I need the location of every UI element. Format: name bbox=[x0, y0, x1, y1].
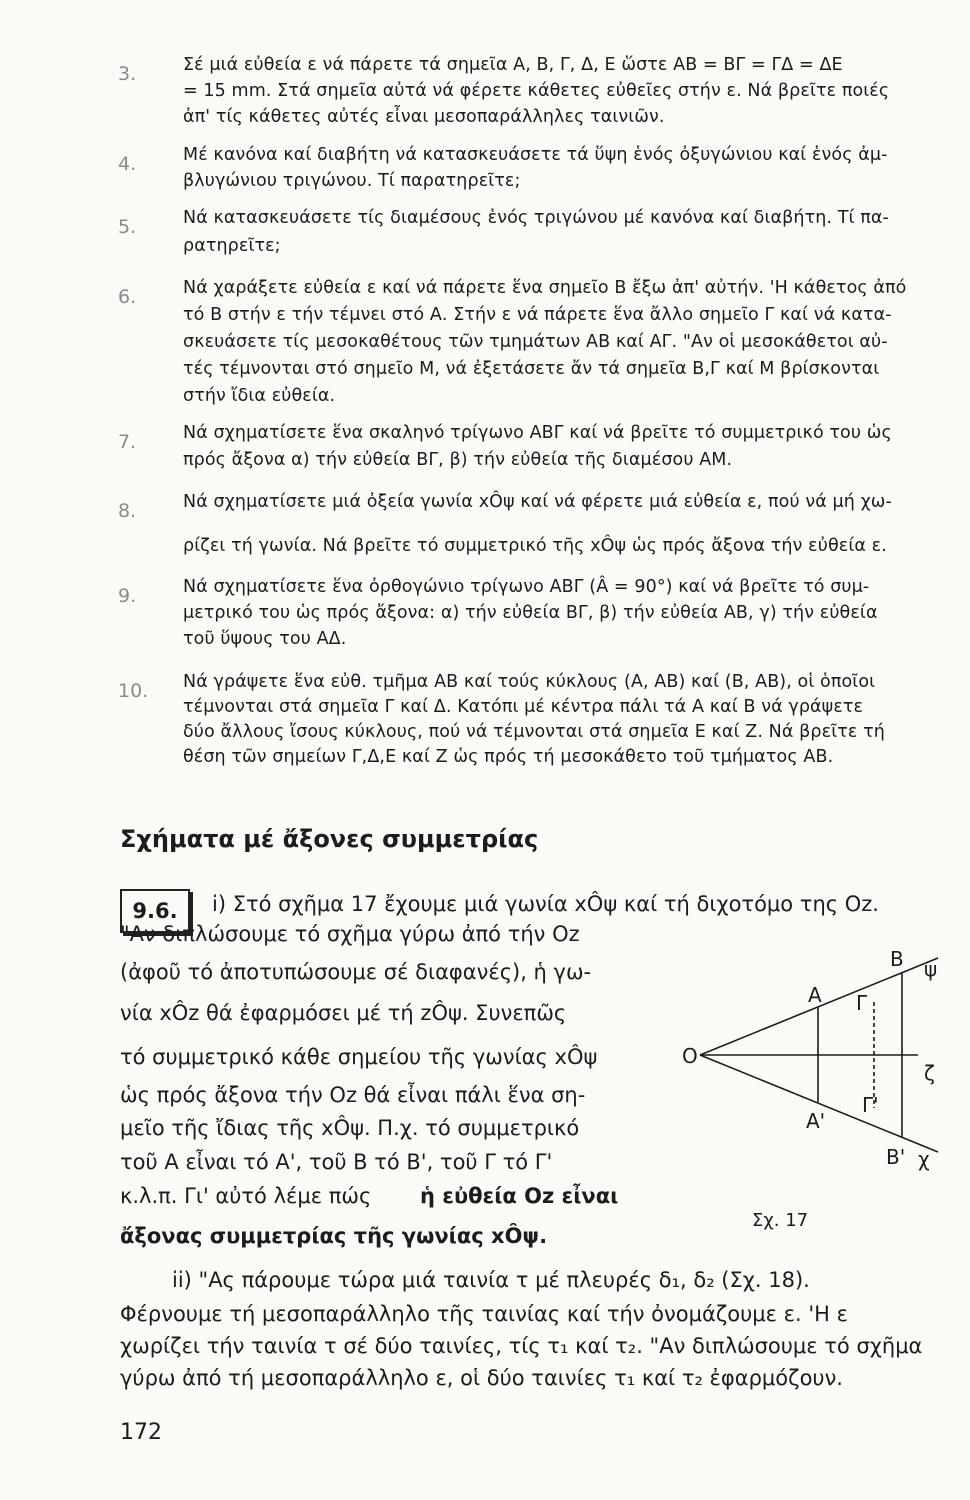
exercise-line: σκευάσετε τίς μεσοκαθέτους τῶν τμημάτων ΑΒ καί ΑΓ. "Αν οἱ μεσοκάθετοι αὐ- bbox=[183, 332, 888, 352]
exercise-line: βλυγώνιου τριγώνου. Τί παρατηρεῖτε; bbox=[183, 171, 521, 191]
section-title: Σχήματα μέ ἄξονες συμμετρίας bbox=[120, 825, 539, 853]
exercise-line: Νά χαράξετε εὐθεία ε καί νά πάρετε ἕνα σημεῖο Β ἔξω ἀπ' αὐτήν. 'Η κάθετος ἀπό bbox=[183, 278, 907, 298]
exercise-line: Νά γράψετε ἕνα εὐθ. τμῆμα ΑΒ καί τούς κύκλους (Α, ΑΒ) καί (Β, ΑΒ), οἱ ὁποῖοι bbox=[183, 672, 876, 692]
label-a1: A' bbox=[806, 1109, 826, 1133]
exercise-line: ἀπ' τίς κάθετες αὐτές εἶναι μεσοπαράλληλες ταινιῶν. bbox=[183, 107, 665, 127]
figure-17 bbox=[670, 930, 970, 1190]
exercise-line: τό Β στήν ε τήν τέμνει στό Α. Στήν ε νά πάρετε ἕνα ἄλλο σημεῖο Γ καί νά κατα- bbox=[183, 305, 892, 325]
exercise-line: θέση τῶν σημείων Γ,Δ,Ε καί Ζ ὡς πρός τή μεσοκάθετο τοῦ τμήματος ΑΒ. bbox=[183, 747, 834, 767]
exercise-line: πρός ἄξονα α) τήν εὐθεία ΒΓ, β) τήν εὐθεία τῆς διαμέσου ΑΜ. bbox=[183, 450, 733, 470]
label-a: A bbox=[808, 983, 822, 1007]
para-i-line: (ἀφοῦ τό ἀποτυπώσουμε σέ διαφανές), ἡ γω- bbox=[120, 960, 592, 984]
label-o: O bbox=[682, 1044, 698, 1068]
exercise-line: τέμνονται στά σημεῖα Γ καί Δ. Κατόπι μέ κέντρα πάλι τά Α καί Β νά γράψετε bbox=[183, 697, 864, 717]
page-number: 172 bbox=[120, 1420, 162, 1445]
label-g1: Γ' bbox=[862, 1093, 879, 1117]
exercise-line: Νά σχηματίσετε ἕνα ὀρθογώνιο τρίγωνο ΑΒΓ (Â = 90°) καί νά βρεῖτε τό συμ- bbox=[183, 577, 870, 597]
para-i-bold-statement-end: ἄξονας συμμετρίας τῆς γωνίας xÔψ. bbox=[120, 1224, 548, 1248]
para-i-line: ὡς πρός ἄξονα τήν Οz θά εἶναι πάλι ἕνα ση- bbox=[120, 1083, 586, 1107]
exercise-line: δύο ἄλλους ἴσους κύκλους, πού νά τέμνονται στά σημεῖα Ε καί Ζ. Νά βρεῖτε τή bbox=[183, 722, 885, 742]
exercise-line: = 15 mm. Στά σημεῖα αὐτά νά φέρετε κάθετες εὐθεῖες στήν ε. Νά βρεῖτε ποιές bbox=[183, 81, 890, 101]
exercise-line: στήν ἴδια εὐθεία. bbox=[183, 386, 336, 406]
exercise-line: μετρικό του ὡς πρός ἄξονα: α) τήν εὐθεία ΒΓ, β) τήν εὐθεία ΑΒ, γ) τήν εὐθεία bbox=[183, 603, 878, 623]
section-number: 9.6. bbox=[120, 889, 190, 933]
para-i-line: μεῖο τῆς ἴδιας τῆς xÔψ. Π.χ. τό συμμετρικό bbox=[120, 1116, 580, 1140]
exercise-line: ρίζει τή γωνία. Νά βρεῖτε τό συμμετρικό τῆς xÔψ ὡς πρός ἄξονα τήν εὐθεία ε. bbox=[183, 536, 887, 556]
exercise-number: 5. bbox=[118, 216, 137, 238]
exercise-line: Νά κατασκευάσετε τίς διαμέσους ἑνός τριγώνου μέ κανόνα καί διαβήτη. Τί πα- bbox=[183, 208, 889, 228]
para-i-line: "Αν διπλώσουμε τό σχῆμα γύρω ἀπό τήν Οz bbox=[120, 922, 580, 946]
exercise-number: 8. bbox=[118, 500, 137, 522]
exercise-number: 9. bbox=[118, 585, 137, 607]
exercise-line: τοῦ ὕψους του ΑΔ. bbox=[183, 629, 347, 649]
exercise-line: Σέ μιά εὐθεία ε νά πάρετε τά σημεῖα Α, Β, Γ, Δ, Ε ὥστε ΑΒ = ΒΓ = ΓΔ = ΔΕ bbox=[183, 55, 843, 75]
para-ii-line: ii) "Ας πάρουμε τώρα μιά ταινία τ μέ πλευρές δ₁, δ₂ (Σχ. 18). bbox=[172, 1268, 810, 1292]
exercise-line: Μέ κανόνα καί διαβήτη νά κατασκευάσετε τά ὕψη ἑνός ὀξυγώνιου καί ἑνός ἀμ- bbox=[183, 145, 888, 165]
para-i-line: νία xÔz θά ἐφαρμόσει μέ τή zÔψ. Συνεπῶς bbox=[120, 1001, 567, 1025]
label-psi: ψ bbox=[924, 957, 938, 981]
label-chi: χ bbox=[918, 1147, 930, 1171]
exercise-line: Νά σχηματίσετε μιά ὀξεία γωνία xÔψ καί νά φέρετε μιά εὐθεία ε, πού νά μή χω- bbox=[183, 492, 892, 512]
exercise-line: τές τέμνονται στό σημεῖο Μ, νά ἐξετάσετε ἄν τά σημεῖα Β,Γ καί Μ βρίσκονται bbox=[183, 359, 880, 379]
label-b: B bbox=[890, 947, 904, 971]
para-ii-line: χωρίζει τήν ταινία τ σέ δύο ταινίες, τίς τ₁ καί τ₂. "Αν διπλώσουμε τό σχῆμα bbox=[120, 1334, 923, 1358]
label-b1: B' bbox=[886, 1145, 906, 1169]
para-ii-line: Φέρνουμε τή μεσοπαράλληλο τῆς ταινίας καί τήν ὀνομάζουμε ε. 'Η ε bbox=[120, 1302, 848, 1326]
exercise-number: 4. bbox=[118, 153, 137, 175]
para-i-line: κ.λ.π. Γι' αὐτό λέμε πώς bbox=[120, 1184, 372, 1208]
label-g: Γ bbox=[856, 991, 868, 1015]
exercise-line: Νά σχηματίσετε ἕνα σκαληνό τρίγωνο ΑΒΓ καί νά βρεῖτε τό συμμετρικό του ὡς bbox=[183, 423, 892, 443]
label-zeta: ζ bbox=[924, 1061, 935, 1085]
exercise-number: 6. bbox=[118, 286, 137, 308]
para-i-bold-statement: ἡ εὐθεία Οz εἶναι bbox=[420, 1184, 619, 1208]
para-i-line: τοῦ Α εἶναι τό Α', τοῦ Β τό Β', τοῦ Γ τό Γ' bbox=[120, 1150, 553, 1174]
para-ii-line: γύρω ἀπό τή μεσοπαράλληλο ε, οἱ δύο ταινίες τ₁ καί τ₂ ἐφαρμόζουν. bbox=[120, 1366, 843, 1390]
exercise-number: 3. bbox=[118, 63, 137, 85]
exercise-number: 7. bbox=[118, 431, 137, 453]
para-i-first-line: i) Στό σχῆμα 17 ἔχουμε μιά γωνία xÔψ καί τή διχοτόμο της Οz. bbox=[212, 892, 879, 916]
exercise-number: 10. bbox=[118, 680, 149, 702]
para-i-line: τό συμμετρικό κάθε σημείου τῆς γωνίας xÔψ bbox=[120, 1045, 598, 1069]
figure-caption: Σχ. 17 bbox=[752, 1210, 809, 1231]
exercise-line: ρατηρεῖτε; bbox=[183, 236, 281, 256]
